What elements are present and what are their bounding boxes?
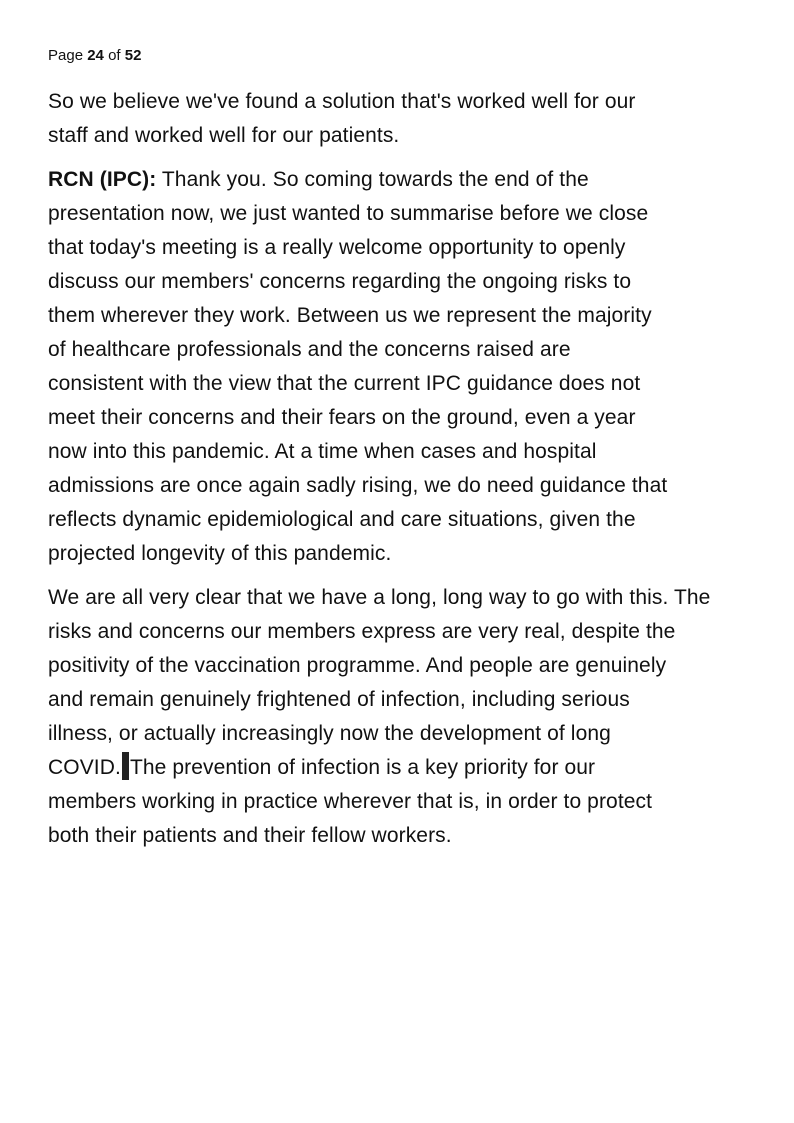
text-line: both their patients and their fellow workers. (48, 824, 452, 847)
text-line: members working in practice wherever that is, in order to protect (48, 790, 653, 813)
page-total: 52 (124, 47, 142, 64)
text-line: staff and worked well for our patients. (48, 124, 400, 147)
text-line (48, 751, 788, 785)
speaker-label: RCN (IPC): (48, 168, 157, 191)
page-current: 24 (87, 47, 104, 64)
text-line: presentation now, we just wanted to summarise before we close (48, 202, 649, 225)
text-line: that today's meeting is a really welcome opportunity to openly (48, 236, 626, 259)
text-segment: The prevention of infection is a key priority for our (129, 756, 596, 779)
text-line: them wherever they work. Between us we represent the majority (48, 304, 652, 327)
text-line: illness, or actually increasingly now the development of long (48, 722, 611, 745)
transcript-body (48, 85, 788, 863)
text-line: positivity of the vaccination programme. And people are genuinely (48, 654, 667, 677)
text-line: now into this pandemic. At a time when cases and hospital (48, 440, 597, 463)
text-line: and remain genuinely frightened of infection, including serious (48, 688, 630, 711)
text-line: of healthcare professionals and the concerns raised are (48, 338, 571, 361)
text-cursor (122, 752, 129, 780)
text-line: reflects dynamic epidemiological and care situations, given the (48, 508, 636, 531)
text-line: We are all very clear that we have a long, long way to go with this. The (48, 586, 711, 609)
text-line: projected longevity of this pandemic. (48, 542, 392, 565)
text-line: consistent with the view that the current IPC guidance does not (48, 372, 641, 395)
text-segment: COVID. (48, 756, 121, 779)
paragraph (48, 85, 788, 153)
text-line: So we believe we've found a solution that's worked well for our (48, 90, 636, 113)
text-segment: Thank you. So coming towards the end of the (156, 168, 589, 191)
paragraph (48, 581, 788, 853)
text-line (48, 163, 788, 197)
page-of: of (108, 47, 121, 64)
text-line: risks and concerns our members express are very real, despite the (48, 620, 676, 643)
page-number (48, 47, 141, 65)
text-line: discuss our members' concerns regarding the ongoing risks to (48, 270, 632, 293)
text-line: meet their concerns and their fears on the ground, even a year (48, 406, 636, 429)
text-line: admissions are once again sadly rising, we do need guidance that (48, 474, 668, 497)
page-prefix: Page (48, 47, 84, 64)
paragraph (48, 163, 788, 571)
